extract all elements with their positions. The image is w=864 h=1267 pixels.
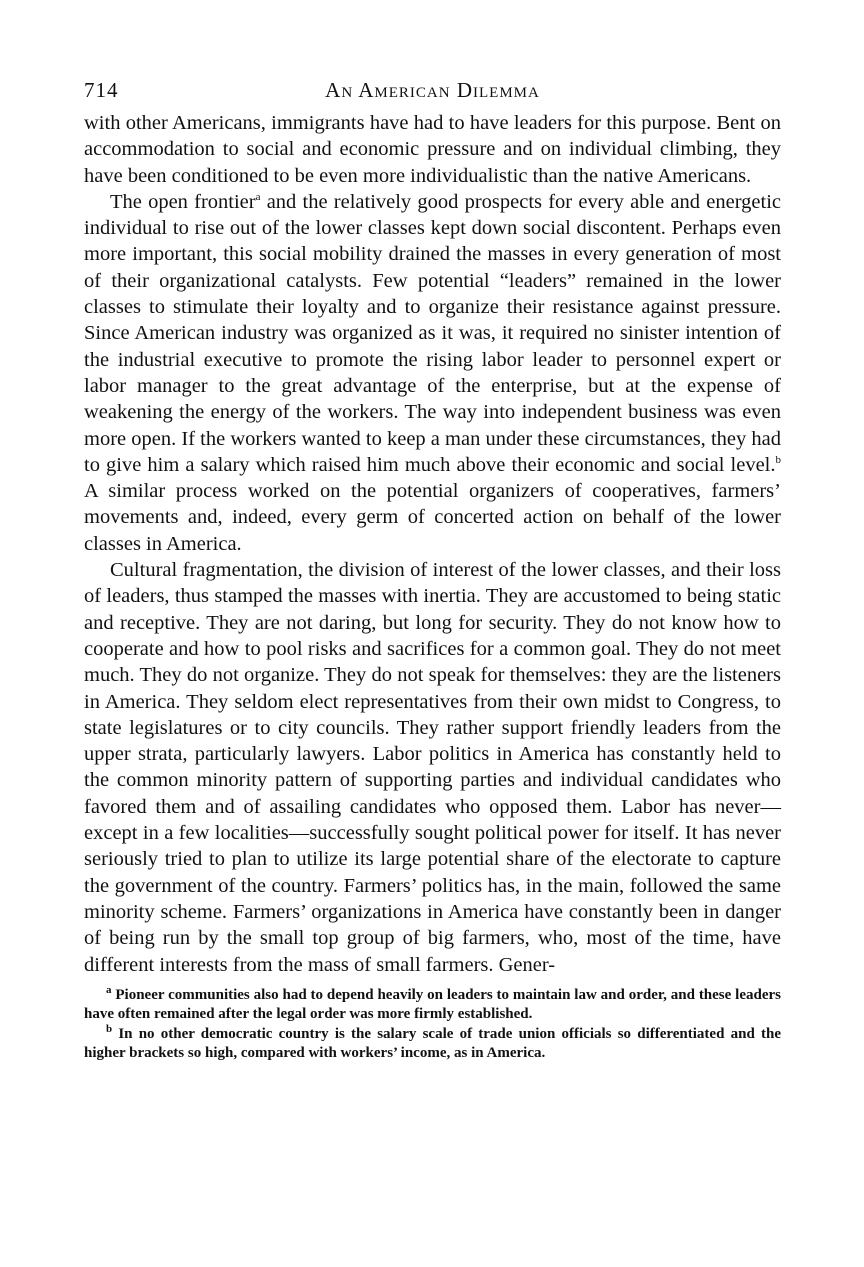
paragraph-open-frontier: The open frontier$^a$ and the relatively good prospects for every able and energetic individual to rise out of the lower classes kept down social discontent. Perhaps even more important, this social mobility drained the masses in every generation of most of their organizational catalysts. Few potential “leaders” remained in the lower classes to stimulate their loyalty and to organize their resistance against pressure. Since American industry was organized as it was, it required no sinister intention of the industrial executive to promote the rising labor leader to personnel expert or labor manager to the great advantage of the enterprise, but at the expense of weakening the energy of the workers. The way into independent business was even more open. If the workers wanted to keep a man under these circumstances, they had to give him a salary which raised him much above their economic and social level.$^b$ A similar process worked on the potential organizers of cooperatives, farmers’ movements and, indeed, every germ of concerted action on behalf of the lower classes in America. [84, 190, 781, 555]
page-header [84, 78, 781, 106]
footnote-ref-a: a [255, 191, 261, 204]
paragraph-continuation: with other Americans, immigrants have had to have leaders for this purpose. Bent on accommodation to social and economic pressure and on individual climbing, they have been conditioned to be even more individualistic than the native Americans. [84, 112, 781, 187]
book-page [84, 78, 781, 1064]
body-text [84, 110, 781, 978]
footnote-ref-b: b [775, 454, 781, 467]
paragraph-cultural-fragmentation: Cultural fragmentation, the division of interest of the lower classes, and their loss of leaders, thus stamped the masses with inertia. They are accustomed to being static and receptive. They are not daring, but long for security. They do not know how to cooperate and how to pool risks and sacrifices for a common goal. They do not meet much. They do not organize. They do not speak for themselves: they are the listeners in America. They seldom elect representatives from their own midst to Congress, to state legislatures or to city councils. They rather support friendly leaders from the upper strata, particularly lawyers. Labor politics in America has constantly held to the common minority pattern of supporting parties and individual candidates who favored them and of assailing candidates who opposed them. Labor has never—except in a few localities—successfully sought political power for itself. It has never seriously tried to plan to utilize its large potential share of the electorate to capture the government of the country. Farmers’ politics has, in the main, followed the same minority scheme. Farmers’ organizations in America have constantly been in danger of being run by the small top group of big farmers, who, most of the time, have different interests from the mass of small farmers. Gener- [84, 559, 781, 976]
footnote-mark-a: a [106, 983, 112, 996]
page-number: 714 [84, 78, 119, 102]
running-head: An American Dilemma [325, 78, 540, 102]
footnotes [84, 983, 781, 1064]
footnote-mark-b: b [106, 1022, 113, 1035]
footnote-a: $^a$ Pioneer communities also had to depend heavily on leaders to maintain law and order, and these leaders have often remained after the legal order was more firmly established. [84, 983, 781, 1023]
footnote-b: $^b$ In no other democratic country is the salary scale of trade union officials so differentiated and the higher brackets so high, compared with workers’ income, as in America. [84, 1022, 781, 1062]
